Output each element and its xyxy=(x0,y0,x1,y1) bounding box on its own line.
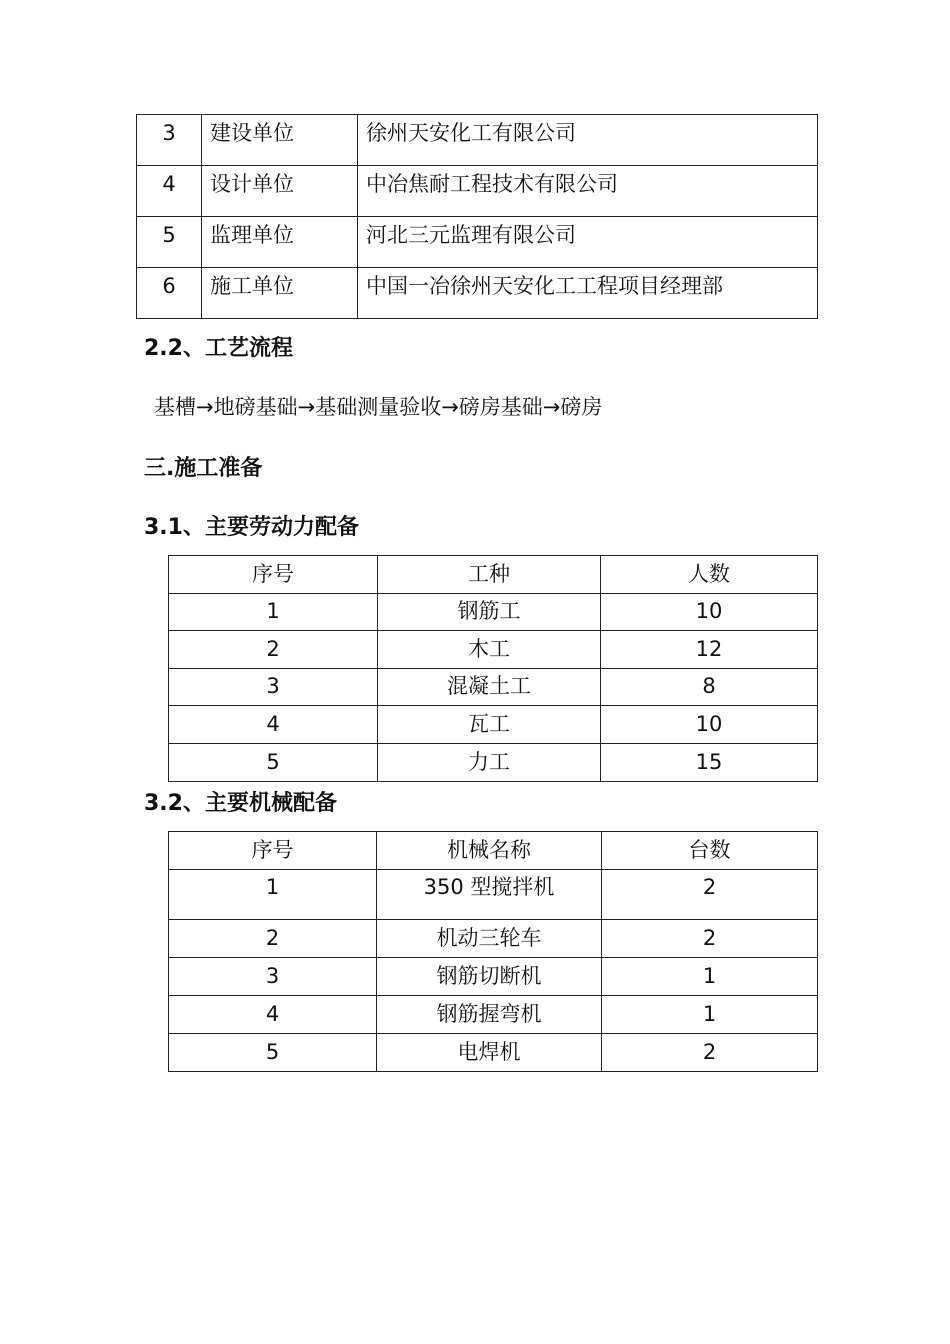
table-row xyxy=(169,870,818,920)
table-row xyxy=(169,631,818,669)
table-row xyxy=(169,996,818,1034)
table-cell: 10 xyxy=(601,593,818,631)
table-cell: 电焊机 xyxy=(377,1034,602,1072)
table-cell: 2 xyxy=(602,870,818,920)
unit-role: 设计单位 xyxy=(202,166,358,217)
table-row xyxy=(169,668,818,706)
table-row xyxy=(137,166,818,217)
column-header: 序号 xyxy=(169,832,377,870)
table-cell: 混凝土工 xyxy=(378,668,601,706)
labor-table xyxy=(168,555,818,782)
table-cell: 机动三轮车 xyxy=(377,920,602,958)
table-cell: 2 xyxy=(169,920,377,958)
table-cell: 8 xyxy=(601,668,818,706)
column-header: 人数 xyxy=(601,556,818,594)
table-row xyxy=(169,958,818,996)
table-cell: 木工 xyxy=(378,631,601,669)
unit-name: 中冶焦耐工程技术有限公司 xyxy=(358,166,818,217)
table-row xyxy=(169,743,818,781)
table-header-row xyxy=(169,832,818,870)
section-heading-machinery: 3.2、主要机械配备 xyxy=(144,791,337,816)
units-table xyxy=(136,114,818,319)
table-row xyxy=(169,920,818,958)
table-cell: 力工 xyxy=(378,743,601,781)
table-cell: 5 xyxy=(169,1034,377,1072)
table-cell: 瓦工 xyxy=(378,706,601,744)
table-cell: 1 xyxy=(602,958,818,996)
table-cell: 3 xyxy=(169,958,377,996)
column-header: 台数 xyxy=(602,832,818,870)
row-number: 4 xyxy=(137,166,202,217)
unit-name: 徐州天安化工有限公司 xyxy=(358,115,818,166)
table-cell: 2 xyxy=(602,1034,818,1072)
table-header-row xyxy=(169,556,818,594)
table-cell: 3 xyxy=(169,668,378,706)
table-cell: 10 xyxy=(601,706,818,744)
table-cell: 1 xyxy=(602,996,818,1034)
table-cell: 4 xyxy=(169,706,378,744)
table-row xyxy=(169,1034,818,1072)
table-row xyxy=(137,217,818,268)
table-row xyxy=(137,115,818,166)
row-number: 6 xyxy=(137,268,202,319)
column-header: 序号 xyxy=(169,556,378,594)
table-cell: 1 xyxy=(169,870,377,920)
unit-name: 中国一冶徐州天安化工工程项目经理部 xyxy=(358,268,818,319)
table-row xyxy=(169,593,818,631)
table-row xyxy=(169,706,818,744)
machinery-table xyxy=(168,831,818,1072)
table-cell: 15 xyxy=(601,743,818,781)
section-heading-construction-prep: 三.施工准备 xyxy=(144,456,263,481)
section-heading-process-flow: 2.2、工艺流程 xyxy=(144,336,293,361)
table-cell: 2 xyxy=(169,631,378,669)
process-flow-text: 基槽→地磅基础→基础测量验收→磅房基础→磅房 xyxy=(154,395,603,419)
table-cell: 钢筋握弯机 xyxy=(377,996,602,1034)
unit-role: 建设单位 xyxy=(202,115,358,166)
table-row xyxy=(137,268,818,319)
table-cell: 2 xyxy=(602,920,818,958)
table-cell: 12 xyxy=(601,631,818,669)
table-cell: 350 型搅拌机 xyxy=(377,870,602,920)
row-number: 5 xyxy=(137,217,202,268)
column-header: 机械名称 xyxy=(377,832,602,870)
unit-role: 施工单位 xyxy=(202,268,358,319)
section-heading-labor: 3.1、主要劳动力配备 xyxy=(144,515,359,540)
table-cell: 1 xyxy=(169,593,378,631)
table-cell: 钢筋切断机 xyxy=(377,958,602,996)
column-header: 工种 xyxy=(378,556,601,594)
table-cell: 5 xyxy=(169,743,378,781)
table-cell: 4 xyxy=(169,996,377,1034)
row-number: 3 xyxy=(137,115,202,166)
unit-role: 监理单位 xyxy=(202,217,358,268)
table-cell: 钢筋工 xyxy=(378,593,601,631)
unit-name: 河北三元监理有限公司 xyxy=(358,217,818,268)
